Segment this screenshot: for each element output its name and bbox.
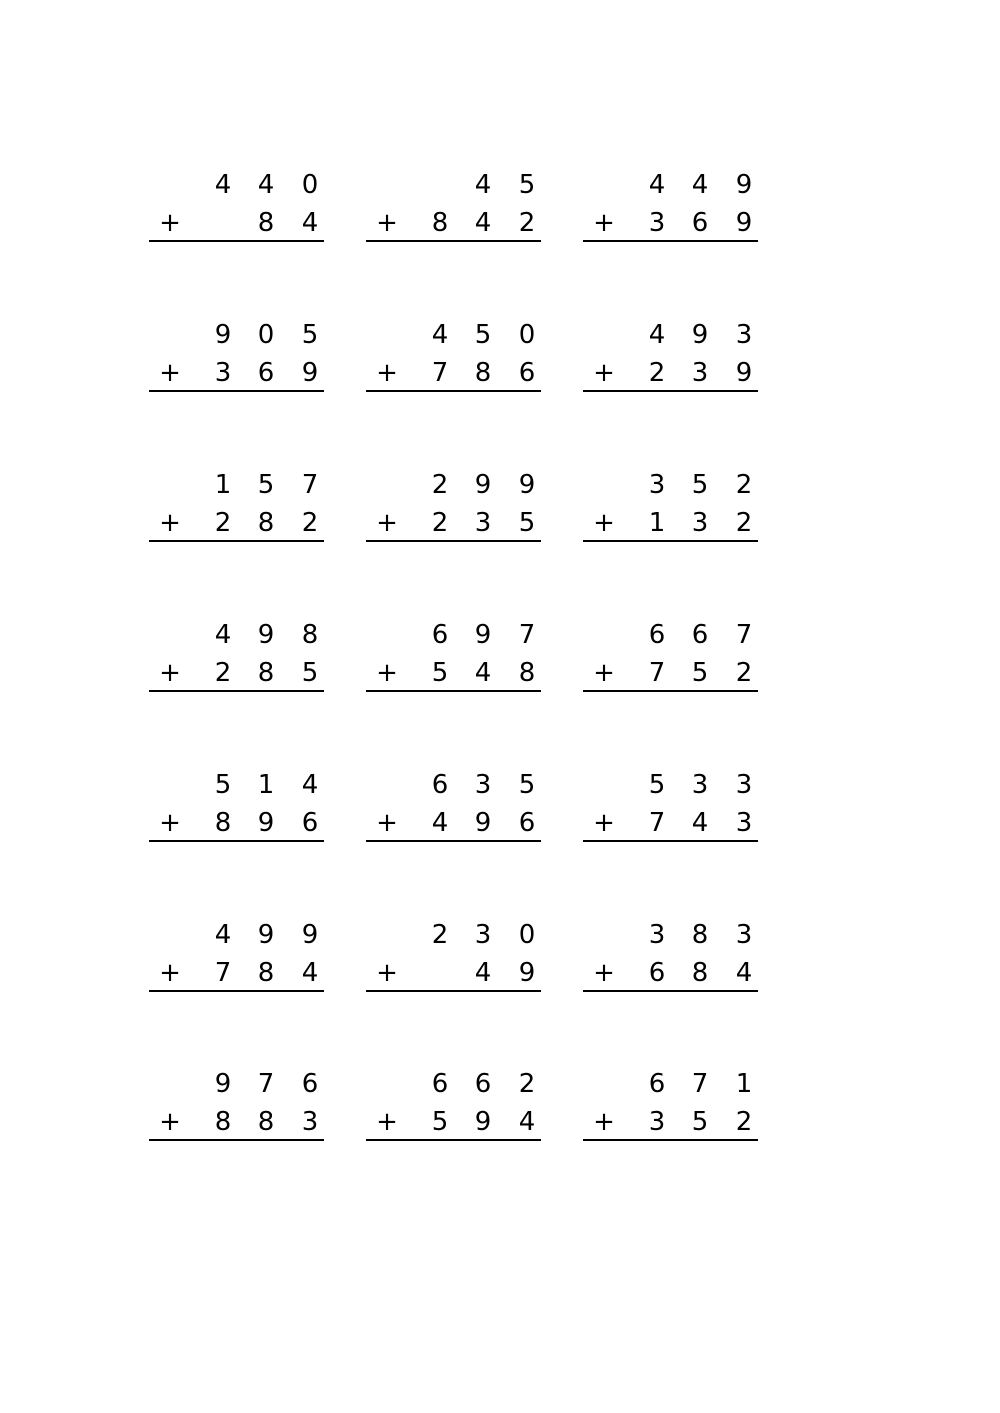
plus-sign: + [159,958,181,988]
addition-problem [149,920,324,992]
top-digit: 2 [735,470,753,500]
top-digit: 9 [301,920,319,950]
bottom-digit: 7 [431,358,449,388]
bottom-digit: 1 [648,508,666,538]
top-digit: 5 [301,320,319,350]
addition-problem [583,170,758,242]
addition-problem [583,920,758,992]
answer-line [583,390,758,392]
bottom-digit: 7 [648,658,666,688]
answer-line [366,840,541,842]
addition-problem [149,620,324,692]
answer-line [583,540,758,542]
answer-line [149,240,324,242]
bottom-digit: 8 [257,1107,275,1137]
top-digit: 3 [735,770,753,800]
bottom-digit: 2 [214,508,232,538]
bottom-digit: 3 [214,358,232,388]
bottom-digit: 4 [691,808,709,838]
bottom-digit: 9 [735,358,753,388]
answer-line [149,840,324,842]
bottom-digit: 4 [474,208,492,238]
bottom-digit: 8 [257,958,275,988]
addition-problem [583,470,758,542]
top-digit: 3 [474,770,492,800]
top-digit: 5 [518,170,536,200]
addition-problem [149,770,324,842]
top-digit: 2 [431,920,449,950]
top-digit: 4 [648,320,666,350]
bottom-digit: 4 [518,1107,536,1137]
top-digit: 4 [431,320,449,350]
top-digit: 7 [257,1069,275,1099]
top-digit: 4 [691,170,709,200]
bottom-digit: 5 [431,1107,449,1137]
top-digit: 2 [431,470,449,500]
top-digit: 3 [691,770,709,800]
top-digit: 7 [691,1069,709,1099]
plus-sign: + [376,508,398,538]
bottom-digit: 6 [691,208,709,238]
top-digit: 9 [735,170,753,200]
plus-sign: + [376,658,398,688]
answer-line [366,540,541,542]
bottom-digit: 2 [735,1107,753,1137]
top-digit: 2 [518,1069,536,1099]
answer-line [583,240,758,242]
bottom-digit: 3 [735,808,753,838]
plus-sign: + [593,208,615,238]
bottom-digit: 3 [691,358,709,388]
top-digit: 0 [518,320,536,350]
bottom-digit: 5 [691,658,709,688]
top-digit: 0 [301,170,319,200]
top-digit: 4 [214,620,232,650]
bottom-digit: 9 [735,208,753,238]
addition-problem [366,770,541,842]
answer-line [366,390,541,392]
top-digit: 6 [431,770,449,800]
bottom-digit: 7 [214,958,232,988]
bottom-digit: 2 [214,658,232,688]
addition-problem [366,1069,541,1141]
bottom-digit: 2 [735,658,753,688]
top-digit: 3 [735,320,753,350]
addition-problem [583,770,758,842]
top-digit: 5 [691,470,709,500]
plus-sign: + [376,358,398,388]
top-digit: 4 [214,920,232,950]
addition-problem [149,1069,324,1141]
plus-sign: + [376,1107,398,1137]
bottom-digit: 8 [431,208,449,238]
plus-sign: + [159,358,181,388]
bottom-digit: 6 [518,358,536,388]
plus-sign: + [593,508,615,538]
bottom-digit: 2 [301,508,319,538]
bottom-digit: 2 [518,208,536,238]
bottom-digit: 8 [474,358,492,388]
bottom-digit: 7 [648,808,666,838]
top-digit: 1 [257,770,275,800]
bottom-digit: 8 [691,958,709,988]
top-digit: 8 [301,620,319,650]
answer-line [149,690,324,692]
top-digit: 4 [474,170,492,200]
plus-sign: + [159,808,181,838]
top-digit: 6 [474,1069,492,1099]
bottom-digit: 4 [474,958,492,988]
top-digit: 8 [691,920,709,950]
answer-line [149,1139,324,1141]
answer-line [583,690,758,692]
bottom-digit: 6 [648,958,666,988]
plus-sign: + [159,208,181,238]
top-digit: 6 [691,620,709,650]
top-digit: 4 [648,170,666,200]
bottom-digit: 8 [257,508,275,538]
top-digit: 4 [301,770,319,800]
top-digit: 5 [648,770,666,800]
plus-sign: + [593,358,615,388]
plus-sign: + [376,958,398,988]
plus-sign: + [159,658,181,688]
answer-line [366,690,541,692]
addition-problem [149,320,324,392]
top-digit: 1 [214,470,232,500]
bottom-digit: 4 [431,808,449,838]
top-digit: 6 [648,1069,666,1099]
plus-sign: + [593,808,615,838]
plus-sign: + [159,508,181,538]
bottom-digit: 4 [474,658,492,688]
top-digit: 7 [518,620,536,650]
bottom-digit: 9 [474,1107,492,1137]
answer-line [149,390,324,392]
bottom-digit: 5 [431,658,449,688]
bottom-digit: 9 [474,808,492,838]
bottom-digit: 8 [257,658,275,688]
addition-problem [366,920,541,992]
addition-problem [583,320,758,392]
top-digit: 6 [431,1069,449,1099]
bottom-digit: 8 [214,808,232,838]
top-digit: 3 [735,920,753,950]
bottom-digit: 5 [691,1107,709,1137]
plus-sign: + [376,808,398,838]
bottom-digit: 3 [691,508,709,538]
addition-problem [366,620,541,692]
bottom-digit [208,208,238,238]
bottom-digit: 3 [301,1107,319,1137]
addition-problem [149,170,324,242]
top-digit: 9 [474,470,492,500]
bottom-digit: 5 [301,658,319,688]
bottom-digit: 4 [301,208,319,238]
top-digit: 0 [518,920,536,950]
answer-line [366,990,541,992]
bottom-digit: 6 [301,808,319,838]
addition-problem [366,320,541,392]
top-digit: 0 [257,320,275,350]
bottom-digit: 8 [214,1107,232,1137]
top-digit: 9 [257,620,275,650]
top-digit: 6 [431,620,449,650]
top-digit: 7 [301,470,319,500]
top-digit: 5 [518,770,536,800]
top-digit: 1 [735,1069,753,1099]
answer-line [149,540,324,542]
top-digit: 3 [474,920,492,950]
answer-line [366,1139,541,1141]
top-digit: 9 [257,920,275,950]
addition-problem [583,1069,758,1141]
top-digit: 9 [518,470,536,500]
plus-sign: + [593,658,615,688]
plus-sign: + [593,1107,615,1137]
bottom-digit: 8 [518,658,536,688]
bottom-digit: 9 [518,958,536,988]
answer-line [583,990,758,992]
answer-line [366,240,541,242]
top-digit [425,170,455,200]
bottom-digit: 6 [518,808,536,838]
answer-line [583,1139,758,1141]
bottom-digit: 3 [648,1107,666,1137]
top-digit: 6 [648,620,666,650]
top-digit: 9 [691,320,709,350]
top-digit: 3 [648,470,666,500]
answer-line [149,990,324,992]
bottom-digit [425,958,455,988]
addition-problem [366,470,541,542]
plus-sign: + [159,1107,181,1137]
addition-problem [583,620,758,692]
bottom-digit: 5 [518,508,536,538]
bottom-digit: 2 [431,508,449,538]
top-digit: 5 [214,770,232,800]
top-digit: 4 [257,170,275,200]
top-digit: 5 [474,320,492,350]
top-digit: 9 [474,620,492,650]
top-digit: 9 [214,1069,232,1099]
top-digit: 4 [214,170,232,200]
bottom-digit: 3 [648,208,666,238]
plus-sign: + [376,208,398,238]
bottom-digit: 2 [735,508,753,538]
addition-problem [366,170,541,242]
bottom-digit: 3 [474,508,492,538]
top-digit: 7 [735,620,753,650]
top-digit: 6 [301,1069,319,1099]
bottom-digit: 4 [735,958,753,988]
bottom-digit: 9 [257,808,275,838]
bottom-digit: 6 [257,358,275,388]
bottom-digit: 8 [257,208,275,238]
plus-sign: + [593,958,615,988]
addition-problem [149,470,324,542]
bottom-digit: 4 [301,958,319,988]
top-digit: 5 [257,470,275,500]
bottom-digit: 2 [648,358,666,388]
top-digit: 9 [214,320,232,350]
answer-line [583,840,758,842]
bottom-digit: 9 [301,358,319,388]
top-digit: 3 [648,920,666,950]
